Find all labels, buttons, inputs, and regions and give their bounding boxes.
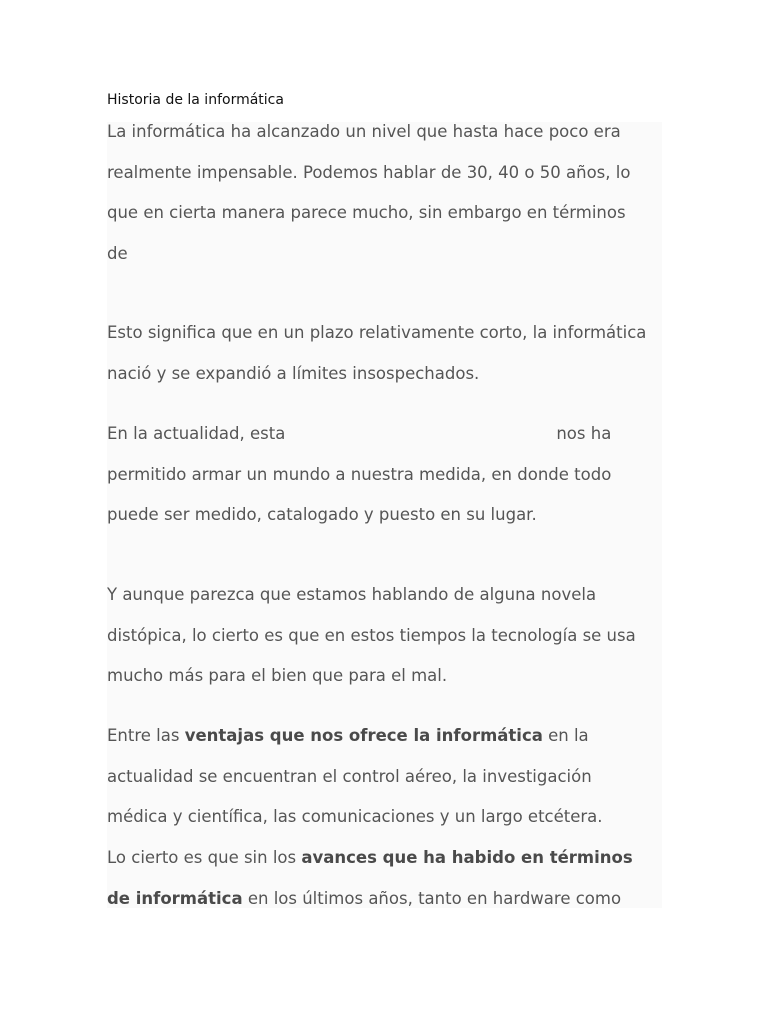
paragraph-3-line-1 <box>107 414 611 455</box>
paragraph-1-line-4: de <box>107 243 128 263</box>
paragraph-6-line-2-bold: de informática <box>107 888 243 908</box>
paragraph-3-line-3: puede ser medido, catalogado y puesto en su lugar. <box>107 505 537 524</box>
paragraph-1 <box>107 112 630 274</box>
paragraph-5-line-1-pre: Entre las <box>107 726 185 745</box>
paragraph-5-line-1 <box>107 716 603 757</box>
paragraph-6-line-2-post: en los últimos años, tanto en hardware como <box>242 888 622 908</box>
paragraph-6-line-2 <box>107 879 633 920</box>
paragraph-4 <box>107 575 636 697</box>
paragraph-4-line-1: Y aunque parezca que estamos hablando de alguna novela <box>107 585 597 604</box>
paragraph-3-line-1-end: nos ha <box>556 424 612 443</box>
paragraph-5-line-2: actualidad se encuentran el control aéreo, la investigación <box>107 766 592 786</box>
paragraph-6-line-1-bold: avances que ha habido en términos <box>301 848 633 867</box>
paragraph-3-line-1-start: En la actualidad, esta <box>107 424 286 443</box>
paragraph-1-line-2: realmente impensable. Podemos hablar de 30, 40 o 50 años, lo <box>107 162 631 182</box>
paragraph-2-line-1: Esto significa que en un plazo relativamente corto, la informática <box>107 323 647 342</box>
paragraph-1-line-1: La informática ha alcanzado un nivel que hasta hace poco era <box>107 122 621 141</box>
paragraph-6-line-1-pre: Lo cierto es que sin los <box>107 848 302 867</box>
paragraph-6 <box>107 838 633 919</box>
paragraph-4-line-2: distópica, lo cierto es que en estos tiempos la tecnología se usa <box>107 625 636 645</box>
paragraph-1-line-3: que en cierta manera parece mucho, sin embargo en términos <box>107 203 626 222</box>
paragraph-6-line-1 <box>107 838 633 879</box>
paragraph-2 <box>107 313 646 394</box>
paragraph-4-line-3: mucho más para el bien que para el mal. <box>107 666 448 685</box>
paragraph-2-line-2: nació y se expandió a límites insospechados. <box>107 363 480 383</box>
paragraph-5 <box>107 716 603 838</box>
paragraph-5-line-1-bold: ventajas que nos ofrece la informática <box>184 726 543 745</box>
paragraph-3 <box>107 414 611 536</box>
paragraph-5-line-1-post: en la <box>542 726 589 745</box>
document-title: Historia de la informática <box>107 92 284 108</box>
paragraph-5-line-3: médica y científica, las comunicaciones y un largo etcétera. <box>107 807 603 826</box>
paragraph-3-line-2: permitido armar un mundo a nuestra medida, en donde todo <box>107 464 612 484</box>
